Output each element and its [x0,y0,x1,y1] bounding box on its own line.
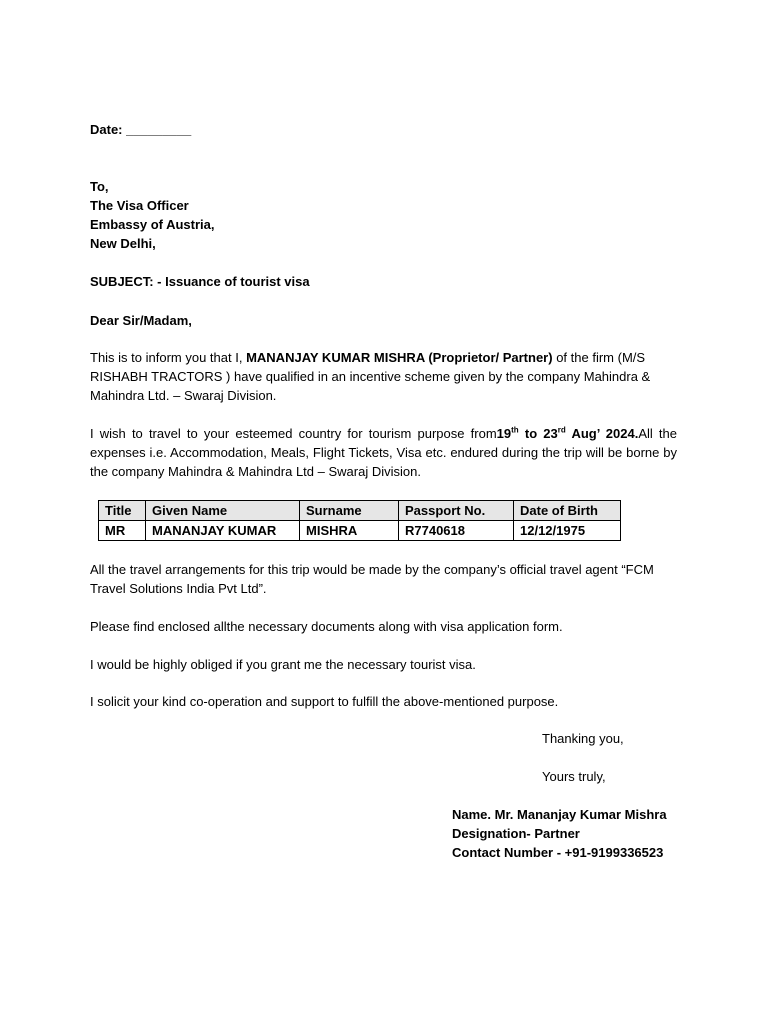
table-cell: MANANJAY KUMAR [146,521,300,541]
paragraph-enclosed: Please find enclosed allthe necessary documents along with visa application form. [90,619,563,634]
para2-end: All the expenses i.e. Accommodation, Meals, Flight Tickets, Visa etc. endured during the trip will be borne by the company Mahindra & Mahindra Ltd – Swaraj Division. [90,426,677,479]
table-header: Given Name [146,501,300,521]
table-cell: MR [99,521,146,541]
table-cell: MISHRA [300,521,399,541]
date-label: Date: [90,122,123,137]
paragraph-intro [90,348,677,405]
para1-start: This is to inform you that I, [90,350,243,365]
table-cell: 12/12/1975 [514,521,621,541]
table-header: Date of Birth [514,501,621,521]
closing-thanks: Thanking you, [542,731,624,746]
recipient-org: Embassy of Austria, [90,217,215,232]
from-day-suffix: th [511,425,519,435]
to-day: to 23 [524,426,558,441]
applicant-name: MANANJAY KUMAR MISHRA (Proprietor/ Partner) [246,350,553,365]
table-header: Title [99,501,146,521]
closing-yours: Yours truly, [542,769,606,784]
signature-designation: Designation- Partner [452,826,580,841]
recipient-city: New Delhi, [90,236,156,251]
table-header: Surname [300,501,399,521]
to-line: To, [90,179,109,194]
subject-line: SUBJECT: - Issuance of tourist visa [90,274,310,289]
paragraph-travel [90,424,677,481]
date-blank: _________ [126,122,192,137]
table-header: Passport No. [399,501,514,521]
salutation: Dear Sir/Madam, [90,313,192,328]
month-year: Aug’ 2024. [571,426,639,441]
paragraph-solicit: I solicit your kind co-operation and support to fulfill the above-mentioned purpose. [90,694,559,709]
para1-end: of the firm (M/S RISHABH TRACTORS ) have qualified in an incentive scheme given by the company Mahindra & Mahindra Ltd. – Swaraj Division. [90,350,651,403]
signature-contact: Contact Number - +91-9199336523 [452,845,664,860]
paragraph-travel-agent: All the travel arrangements for this trip would be made by the company’s official travel agent “FCM Travel Solutions India Pvt Ltd”. [90,562,654,596]
to-day-suffix: rd [557,425,566,435]
applicant-table [98,500,621,541]
table-header-row [99,501,621,521]
table-row [99,521,621,541]
from-day: 19 [496,426,512,441]
paragraph-request: I would be highly obliged if you grant me the necessary tourist visa. [90,657,476,672]
recipient-title: The Visa Officer [90,198,189,213]
signature-name: Name. Mr. Mananjay Kumar Mishra [452,807,667,822]
para2-start: I wish to travel to your esteemed country for tourism purpose from [90,426,497,441]
date-line [90,120,191,139]
table-cell: R7740618 [399,521,514,541]
